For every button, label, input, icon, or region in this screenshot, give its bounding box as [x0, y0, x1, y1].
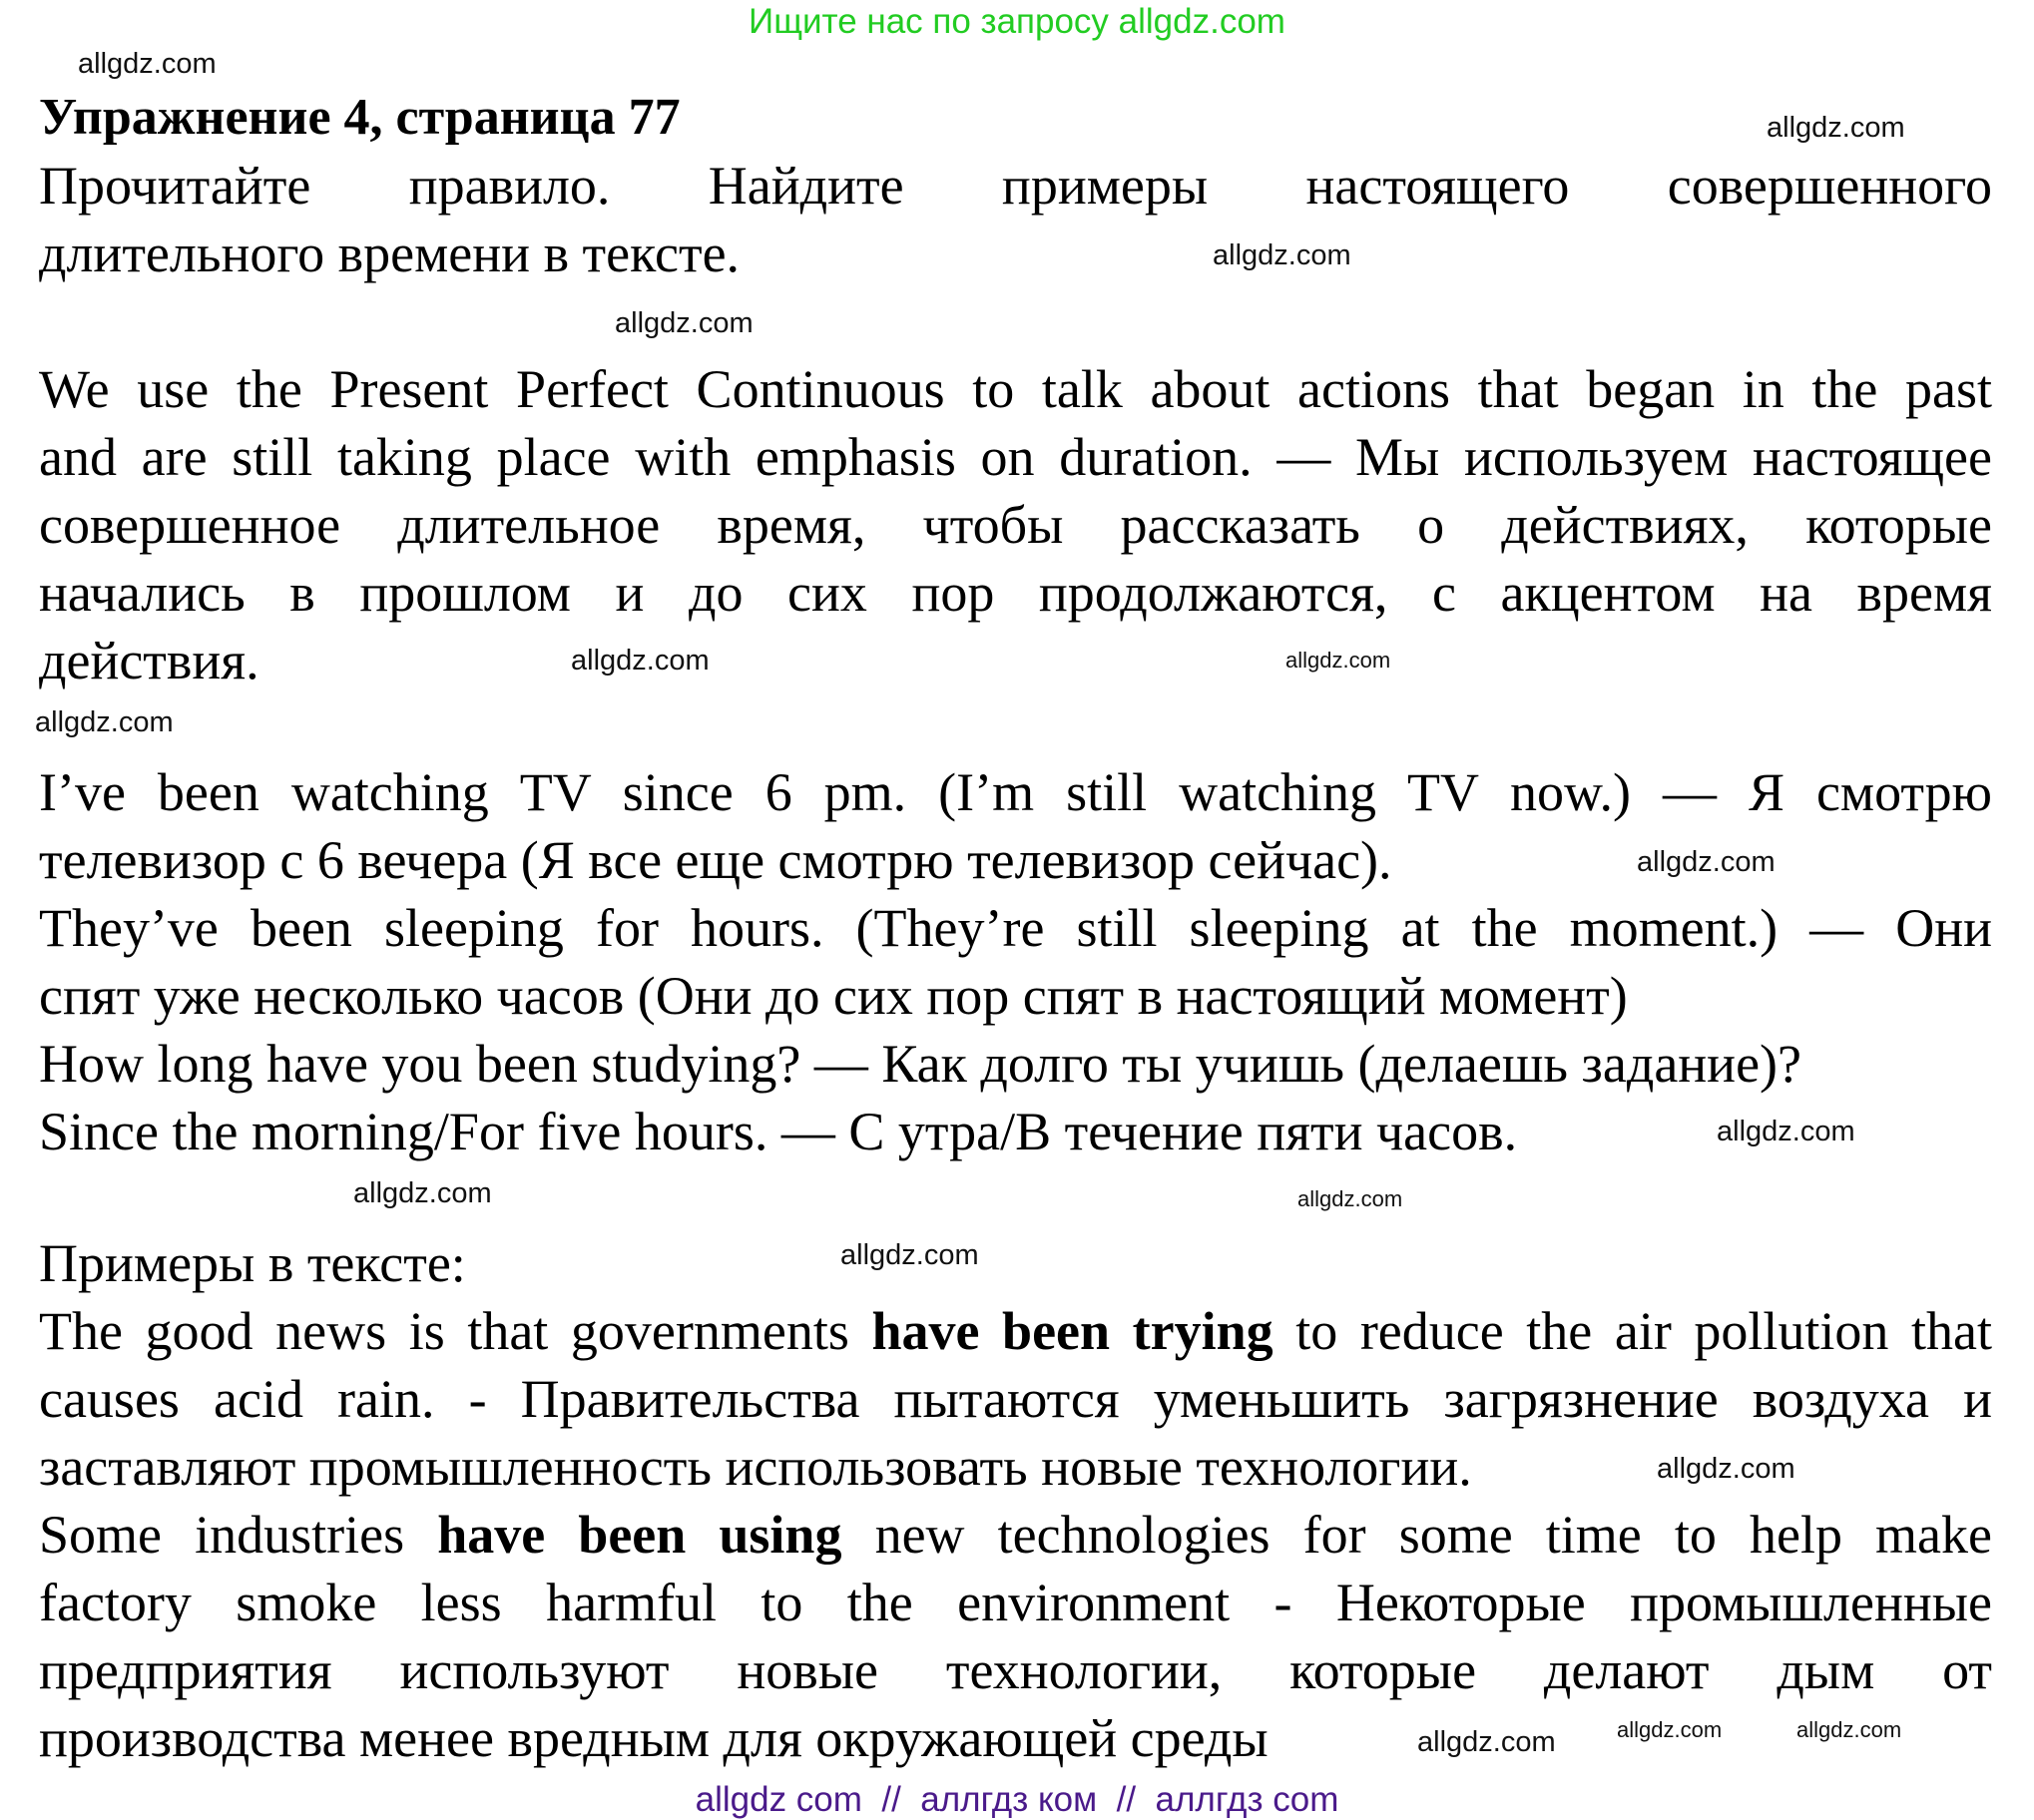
watermark: allgdz.com: [615, 307, 754, 339]
text-example-line: factory smoke less harmful to the environment - Некоторые промышленные: [39, 1573, 1992, 1632]
watermark: allgdz.com: [1657, 1453, 1795, 1485]
text-example-line: заставляют промышленность использовать новые технологии.: [39, 1437, 1472, 1497]
watermark: allgdz.com: [1285, 648, 1391, 673]
watermark: allgdz.com: [571, 645, 710, 677]
page-title: Упражнение 4, страница 77: [39, 89, 681, 146]
example-line: I’ve been watching TV since 6 pm. (I’m still watching TV now.) — Я смотрю: [39, 762, 1992, 822]
text-examples-heading: Примеры в тексте:: [39, 1233, 466, 1293]
example-line: телевизор с 6 вечера (Я все еще смотрю телевизор сейчас).: [39, 830, 1392, 890]
text-example-line: предприятия используют новые технологии, которые делают дым от: [39, 1640, 1992, 1700]
watermark: allgdz.com: [78, 48, 217, 80]
rule-line: начались в прошлом и до сих пор продолжаются, с акцентом на время: [39, 563, 1992, 623]
top-banner: Ищите нас по запросу allgdz.com: [749, 2, 1285, 41]
text-example-line: [39, 1501, 1992, 1569]
task-line: Прочитайте правило. Найдите примеры настоящего совершенного: [39, 156, 1992, 216]
text-segment: Some industries: [39, 1505, 438, 1565]
text-segment: new technologies for some time to help make: [841, 1505, 1992, 1565]
highlighted-verb: have been trying: [871, 1301, 1273, 1361]
text-segment: The good news is that governments: [39, 1301, 872, 1361]
watermark: allgdz.com: [1417, 1726, 1556, 1758]
task-line: длительного времени в тексте.: [39, 224, 741, 283]
watermark: allgdz.com: [1297, 1186, 1403, 1211]
watermark: allgdz.com: [1796, 1717, 1902, 1742]
rule-line: and are still taking place with emphasis on duration. — Мы используем настоящее: [39, 427, 1992, 487]
rule-line: We use the Present Perfect Continuous to talk about actions that began in the past: [39, 359, 1992, 419]
example-line: They’ve been sleeping for hours. (They’re still sleeping at the moment.) — Они: [39, 898, 1992, 958]
example-line: How long have you been studying? — Как долго ты учишь (делаешь задание)?: [39, 1034, 1801, 1094]
watermark: allgdz.com: [1717, 1116, 1855, 1147]
watermark: allgdz.com: [1767, 112, 1905, 144]
example-line: спят уже несколько часов (Они до сих пор спят в настоящий момент): [39, 966, 1628, 1026]
rule-line: совершенное длительное время, чтобы рассказать о действиях, которые: [39, 495, 1992, 555]
example-line: Since the morning/For five hours. — С утра/В течение пяти часов.: [39, 1102, 1518, 1161]
watermark: allgdz.com: [35, 706, 174, 738]
rule-line: действия.: [39, 631, 259, 690]
watermark: allgdz.com: [1213, 239, 1351, 271]
watermark: allgdz.com: [840, 1239, 979, 1271]
text-example-line: производства менее вредным для окружающей среды: [39, 1708, 1269, 1768]
watermark: allgdz.com: [1617, 1717, 1723, 1742]
highlighted-verb: have been using: [437, 1505, 842, 1565]
watermark: allgdz.com: [353, 1177, 492, 1209]
footer-watermark: allgdz com // аллгдз ком // аллгдз com: [695, 1780, 1339, 1819]
watermark: allgdz.com: [1637, 846, 1776, 878]
text-example-line: causes acid rain. - Правительства пытаются уменьшить загрязнение воздуха и: [39, 1369, 1992, 1429]
text-example-line: [39, 1297, 1992, 1365]
text-segment: to reduce the air pollution that: [1272, 1301, 1992, 1361]
